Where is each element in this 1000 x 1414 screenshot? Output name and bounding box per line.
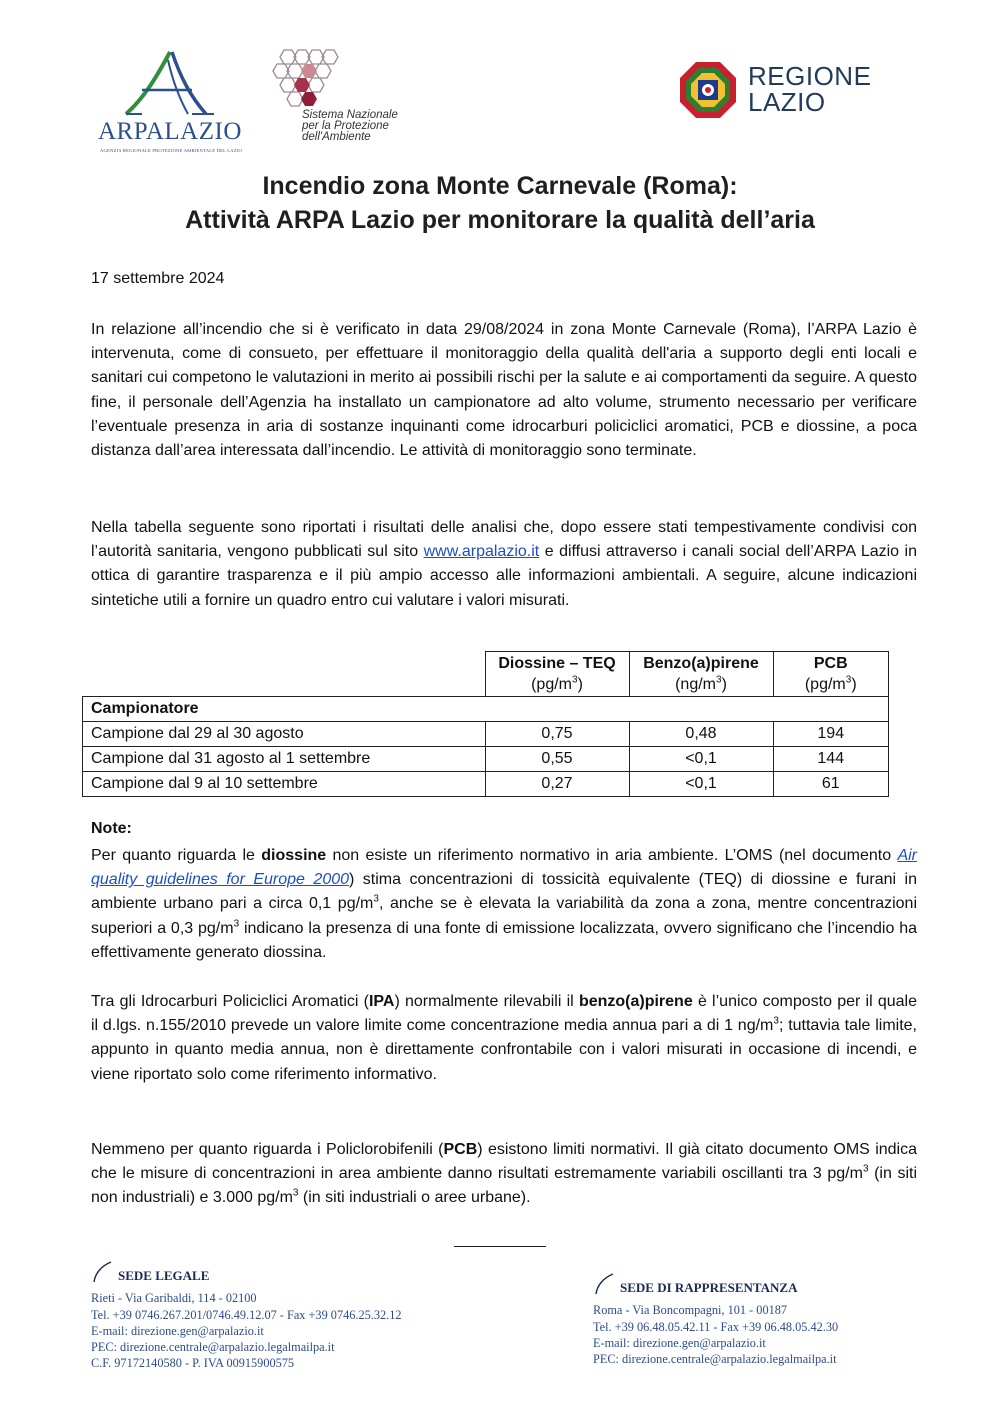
- bold-term: benzo(a)pirene: [578, 993, 693, 1010]
- unit-exponent: 3: [716, 674, 722, 686]
- regione-emblem-icon: [678, 60, 738, 120]
- footer-line: C.F. 97172140580 - P. IVA 00915900575: [91, 1356, 295, 1371]
- unit-exponent: 3: [572, 674, 578, 686]
- footer-sede-legale: [91, 1268, 402, 1372]
- bold-term: IPA: [368, 993, 395, 1010]
- page-title-line2: Attività ARPA Lazio per monitorare la qualità dell’aria: [185, 206, 815, 234]
- text: Nemmeno per quanto riguarda i Policlorobifenili (: [91, 1141, 444, 1158]
- column-name: PCB: [813, 655, 848, 672]
- table-cell: 0,75: [485, 722, 629, 747]
- column-unit-end: ): [721, 676, 727, 693]
- column-name: Benzo(a)pirene: [643, 655, 759, 672]
- text: (in siti industriali o aree urbane).: [298, 1189, 531, 1207]
- table-header-row: [83, 652, 889, 697]
- notes-heading: Note:: [91, 820, 132, 837]
- text: è l’unico composto per il quale il d.lgs. n.155/2010 prevede un valore limite come concentrazione media annua pari a di 1 ng/m: [91, 993, 918, 1035]
- arpa-logo-subtitle: AGENZIA REGIONALE PROTEZIONE AMBIENTALE DEL LAZIO: [100, 148, 243, 153]
- table-header-cell: [485, 652, 629, 697]
- footer-divider: [454, 1246, 546, 1247]
- snpa-line: dell'Ambiente: [302, 131, 371, 143]
- swoosh-icon: [593, 1272, 615, 1296]
- text: ) stima concentrazioni di tossicità equivalente (TEQ) di diossine e furani in ambiente urbano pari a circa 0,1 pg/m: [91, 871, 917, 913]
- table-header-cell: [629, 652, 773, 697]
- column-unit-end: ): [577, 676, 583, 693]
- footer-line: E-mail: direzione.gen@arpalazio.it: [91, 1323, 264, 1338]
- table-header-cell: [773, 652, 889, 697]
- footer-line: PEC: direzione.centrale@arpalazio.legalmailpa.it: [593, 1352, 837, 1367]
- page-title-line1: Incendio zona Monte Carnevale (Roma):: [262, 172, 738, 200]
- table-cell: 144: [773, 747, 889, 772]
- snpa-logo-text: [302, 110, 398, 143]
- table-cell: <0,1: [629, 747, 773, 772]
- table-cell: <0,1: [629, 772, 773, 797]
- publication-date: 17 settembre 2024: [91, 270, 225, 287]
- text: e diffusi attraverso i canali social dell’ARPA Lazio in ottica di garantire trasparenza e il più ampio accesso alle informazioni ambientali. A seguire, alcune indicazioni sintetiche utili a fornire un quadro entro cui valutare i valori misurati.: [91, 543, 917, 609]
- footer-heading: [593, 1280, 838, 1296]
- regione-lazio-logo: [678, 60, 888, 120]
- table-header-blank: [83, 652, 486, 697]
- row-label: Campione dal 31 agosto al 1 settembre: [83, 747, 486, 772]
- note-pcb: [91, 1138, 917, 1211]
- superscript: 3: [233, 918, 240, 930]
- footer-sede-rappresentanza: [593, 1280, 838, 1367]
- arpa-lazio-logo: [96, 48, 246, 158]
- text: Nella tabella seguente sono riportati i risultati delle analisi che, dopo essere stati tempestivamente condivisi con l’autorità sanitaria, vengono pubblicati sul sito: [91, 519, 917, 561]
- column-unit: (pg/m: [804, 676, 846, 693]
- who-guidelines-link[interactable]: Air quality guidelines for Europe 2000: [91, 847, 917, 889]
- footer-line: Roma - Via Boncompagni, 101 - 00187: [593, 1303, 788, 1318]
- arpa-triangle-icon: [96, 48, 246, 120]
- footer-line: E-mail: direzione.gen@arpalazio.it: [593, 1335, 766, 1350]
- snpa-hexagon-icon: [270, 46, 370, 116]
- table-row: [83, 772, 889, 797]
- unit-exponent: 3: [845, 674, 852, 686]
- table-row: [83, 722, 889, 747]
- text: ) esistono limiti normativi. Il già citato documento OMS indica che le misure di concentrazioni in area ambiente danno risultati estremamente variabili oscillanti tra 3 pg/m: [91, 1141, 918, 1183]
- superscript: 3: [773, 1015, 779, 1027]
- note-ipa: [91, 990, 917, 1087]
- footer-heading-text: SEDE DI RAPPRESENTANZA: [620, 1280, 798, 1295]
- arpa-logo-name: ARPALAZIO: [98, 118, 242, 145]
- regione-name: [748, 63, 871, 115]
- text: Tra gli Idrocarburi Policiclici Aromatici (: [91, 993, 369, 1010]
- text: , anche se è elevata la variabilità da zona a zona, mentre concentrazioni superiori a 0,3 pg/m: [91, 895, 918, 937]
- section-label: [83, 697, 889, 722]
- snpa-line: Sistema Nazionale: [302, 109, 398, 121]
- note-dioxins: [91, 844, 917, 965]
- text: non esiste un riferimento normativo in aria ambiente. L’OMS (nel documento: [326, 847, 898, 864]
- footer-line: PEC: direzione.centrale@arpalazio.legalmailpa.it: [91, 1340, 335, 1355]
- table-section-row: [83, 697, 889, 722]
- superscript: 3: [292, 1188, 299, 1200]
- superscript: 3: [373, 894, 379, 906]
- column-unit-end: ): [851, 676, 857, 693]
- column-unit: (ng/m: [675, 676, 716, 693]
- table-row: [83, 747, 889, 772]
- footer-line: Tel. +39 06.48.05.42.11 - Fax +39 06.48.05.42.30: [593, 1319, 839, 1334]
- results-paragraph: [91, 516, 917, 613]
- superscript: 3: [862, 1163, 869, 1175]
- footer-heading: [91, 1268, 402, 1284]
- column-name: Diossine – TEQ: [498, 655, 616, 672]
- table-cell: 194: [773, 722, 889, 747]
- table-cell: 61: [773, 772, 889, 797]
- regione-line: LAZIO: [748, 87, 826, 117]
- text: Per quanto riguarda le: [91, 847, 262, 864]
- row-label: Campione dal 29 al 30 agosto: [83, 722, 486, 747]
- arpalazio-website-link[interactable]: www.arpalazio.it: [423, 543, 540, 561]
- text: ; tuttavia tale limite, appunto in quanto media annua, non è direttamente confrontabile con i valori misurati in occasione di incendi, e viene riportato solo come riferimento informativo.: [91, 1017, 917, 1083]
- section-label-text: Campionatore: [91, 700, 199, 717]
- bold-term: diossine: [261, 847, 327, 864]
- table-cell: 0,55: [485, 747, 629, 772]
- text: ) normalmente rilevabili il: [394, 993, 579, 1010]
- footer-line: Rieti - Via Garibaldi, 114 - 02100: [91, 1291, 257, 1306]
- table-cell: 0,27: [485, 772, 629, 797]
- table-cell: 0,48: [629, 722, 773, 747]
- snpa-line: per la Protezione: [302, 120, 389, 132]
- intro-paragraph: In relazione all’incendio che si è verificato in data 29/08/2024 in zona Monte Carnevale (Roma), l’ARPA Lazio è intervenuta, come di consueto, per effettuare il monitoraggio della qualità dell'aria a supporto degli enti locali e sanitari cui competono le valutazioni in merito ai possibili rischi per la salute e ai comportamenti da seguire. A questo fine, il personale dell’Agenzia ha installato un campionatore ad alto volume, strumento necessario per verificare l’eventuale presenza in aria di sostanze inquinanti come idrocarburi policiclici aromatici, PCB e diossine, a poca distanza dall’area interessata dall’incendio. Le attività di monitoraggio sono terminate.: [91, 321, 917, 460]
- results-table: [82, 651, 889, 797]
- bold-term: PCB: [443, 1141, 478, 1158]
- snpa-logo: [270, 46, 440, 150]
- text: (in siti non industriali) e 3.000 pg/m: [91, 1165, 917, 1207]
- row-label: Campione dal 9 al 10 settembre: [83, 772, 486, 797]
- footer-line: Tel. +39 0746.267.201/0746.49.12.07 - Fax +39 0746.25.32.12: [91, 1307, 402, 1322]
- regione-line: REGIONE: [748, 61, 872, 91]
- swoosh-icon: [91, 1260, 113, 1284]
- footer-heading-text: SEDE LEGALE: [118, 1268, 210, 1283]
- column-unit: (pg/m: [531, 676, 572, 693]
- text: indicano la presenza di una fonte di emissione localizzata, ovvero significano che l’incendio ha effettivamente generato diossina.: [91, 919, 918, 961]
